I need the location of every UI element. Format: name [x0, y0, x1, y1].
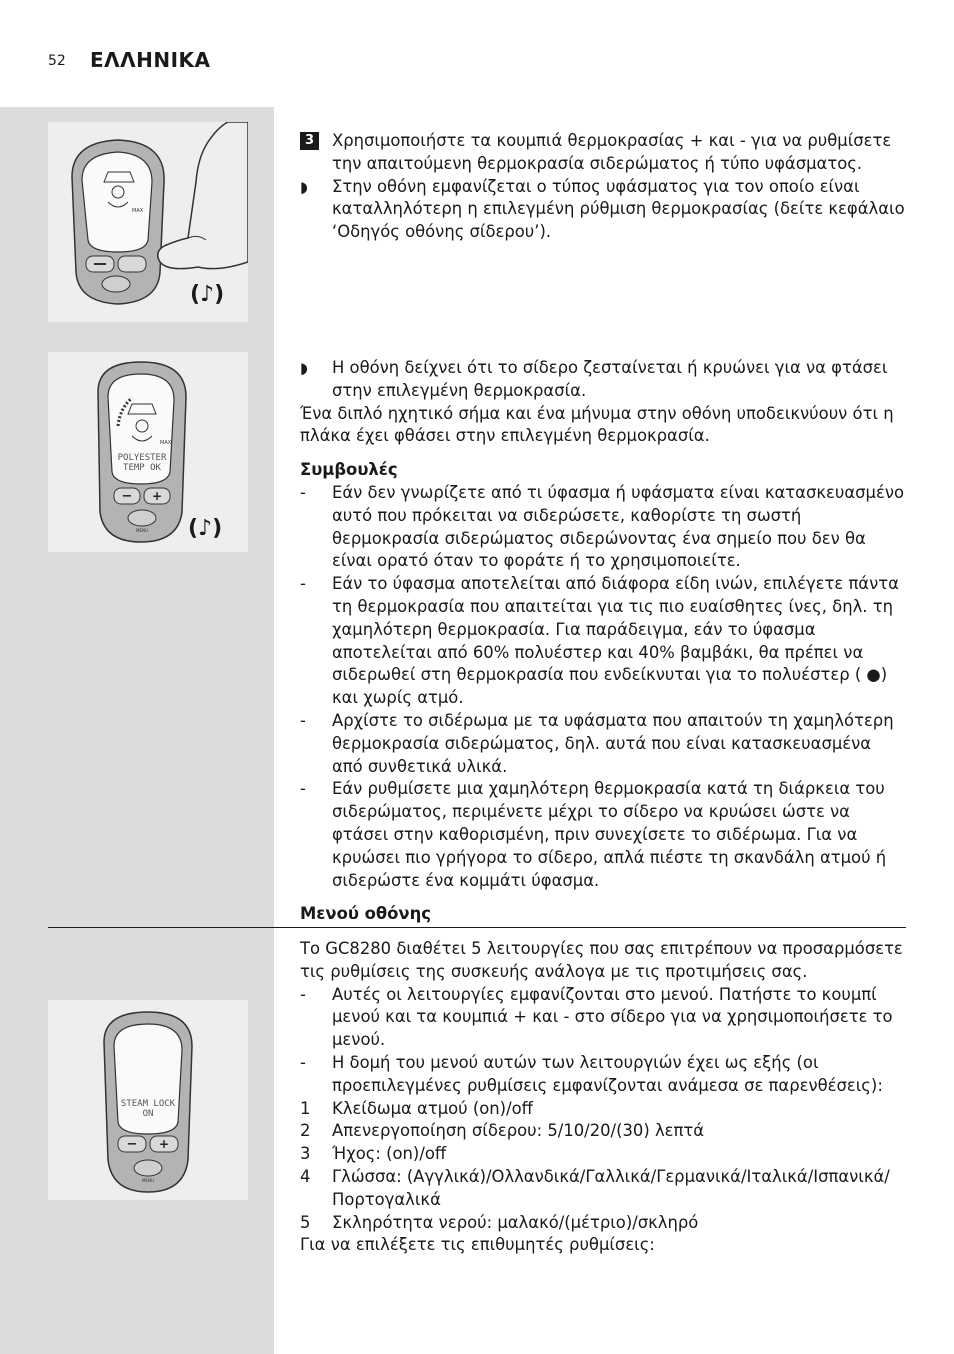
result-text: Στην οθόνη εμφανίζεται ο τύπος υφάσματος για τον οποίο είναι καταλληλότερη η επιλεγμένη ρύθμιση θερμοκρασίας (δείτε κεφάλαιο ‘Οδηγός οθόνης σίδερου’). [332, 176, 905, 242]
menu-label: MENU [136, 528, 148, 533]
dash-marker: - [300, 574, 306, 594]
menu-numbered-item [300, 1212, 906, 1235]
tip-text: Εάν ρυθμίσετε μια χαμηλότερη θερμοκρασία κατά τη διάρκεια του σιδερώματος, περιμένετε μέχρι το σίδερο να κρυώσει ώστε να φτάσει στην καθορισμένη, πριν συνεχίσετε το σιδέρωμα. Για να κρυώσει πιο γρήγορα το σίδερο, απλά πιέστε τη σκανδάλη ατμού ή σιδερώστε ένα κομμάτι ύφασμα. [332, 779, 887, 890]
tip-item [300, 710, 906, 778]
menu-intro: Το GC8280 διαθέτει 5 λειτουργίες που σας επιτρέπουν να προσαρμόσετε τις ρυθμίσεις της συσκευής ανάλογα με τις προτιμήσεις σας. [300, 939, 903, 981]
menu-dash-text: Η δομή του μενού αυτών των λειτουργιών έχει ως εξής (οι προεπιλεγμένες ρυθμίσεις εμφανίζονται ανάμεσα σε παρενθέσεις): [332, 1052, 883, 1095]
item-text: Ήχος: (on)/off [332, 1144, 447, 1164]
item-text: Απενεργοποίηση σίδερου: 5/10/20/(30) λεπτά [332, 1121, 705, 1141]
tip-text: Αρχίστε το σιδέρωμα με τα υφάσματα που απαιτούν τη χαμηλότερη θερμοκρασία σιδερώματος, δηλ. αυτά που είναι κατασκευασμένα από συνθετικά υλικά. [332, 710, 894, 776]
minus-label: − [126, 1137, 138, 1152]
menu-closing: Για να επιλέξετε τις επιθυμητές ρυθμίσεις: [300, 1235, 655, 1255]
item-text: Σκληρότητα νερού: μαλακό/(μέτριο)/σκληρό [332, 1212, 699, 1232]
info-paragraph: Ένα διπλό ηχητικό σήμα και ένα μήνυμα στην οθόνη υποδεικνύουν ότι η πλάκα έχει φθάσει στην επιλεγμένη θερμοκρασία. [300, 403, 894, 446]
menu-dash-item [300, 1052, 906, 1098]
item-text: Γλώσσα: (Αγγλικά)/Ολλανδικά/Γαλλικά/Γερμανικά/Ιταλικά/Ισπανικά/Πορτογαλικά [332, 1166, 890, 1209]
dash-marker: - [300, 1052, 306, 1072]
tip-item [300, 482, 906, 573]
tips-heading: Συμβουλές [300, 460, 398, 480]
result-text: Η οθόνη δείχνει ότι το σίδερο ζεσταίνεται ή κρυώνει για να φτάσει στην επιλεγμένη θερμοκρασία. [332, 358, 888, 400]
menu-button [134, 1160, 162, 1176]
page-number: 52 [48, 53, 66, 69]
result-arrow-icon: ◗ [300, 359, 308, 377]
menu-numbered-item [300, 1098, 906, 1121]
item-number: 5 [300, 1212, 311, 1232]
tip-item [300, 573, 906, 710]
item-number: 4 [300, 1166, 311, 1186]
figure-iron-temperature-buttons [48, 122, 248, 322]
dash-marker: - [300, 984, 306, 1004]
result-item [300, 357, 906, 403]
section-divider [48, 927, 906, 928]
section-heating [300, 357, 906, 892]
menu-heading: Μενού οθόνης [300, 904, 431, 923]
svg-text:MAX: MAX [132, 208, 144, 214]
figure-iron-display-temp-ok [48, 352, 248, 552]
iron-display-illustration [48, 1000, 248, 1200]
minus-label: − [121, 489, 133, 504]
display-text-line1: STEAM LOCK [120, 1099, 176, 1109]
result-arrow-icon: ◗ [300, 177, 308, 196]
step-number-badge: 3 [300, 132, 319, 150]
item-number: 3 [300, 1144, 311, 1164]
menu-numbered-item [300, 1120, 906, 1143]
tip-text: Εάν δεν γνωρίζετε από τι ύφασμα ή υφάσματα είναι κατασκευασμένο αυτό που πρόκειται να σιδερώσετε, καθορίστε τη σωστή θερμοκρασία σιδερώματος σιδερώνοντας ένα σημείο που δεν θα είναι ορατό όταν το φοράτε ή το χρησιμοποιείτε. [332, 482, 905, 571]
menu-dash-text: Αυτές οι λειτουργίες εμφανίζονται στο μενού. Πατήστε το κουμπί μενού και τα κουμπιά + και - στο σίδερο για να χρησιμοποιήσετε το μενού. [332, 984, 893, 1050]
display-text-line2: ON [142, 1109, 154, 1119]
sound-icon: (♪) [188, 516, 223, 541]
plus-label: + [151, 489, 163, 503]
step-text: Χρησιμοποιήστε τα κουμπιά θερμοκρασίας + και - για να ρυθμίσετε την απαιτούμενη θερμοκρασία σιδερώματος ή τύπο υφάσματος. [332, 131, 892, 173]
display-text-line1: POLYESTER [117, 453, 167, 463]
section-step-3 [300, 130, 906, 244]
menu-dash-item [300, 984, 906, 1052]
tip-text: Εάν το ύφασμα αποτελείται από διάφορα είδη ινών, επιλέγετε πάντα τη θερμοκρασία που απαιτείται για τις πιο ευαίσθητες ίνες, δηλ. τη χαμηλότερη θερμοκρασία. Για παράδειγμα, εάν το ύφασμα αποτελείται από 60% πολυέστερ και 40% βαμβάκι, θα πρέπει να σιδερωθεί στη θερμοκρασία που ενδείκνυται για το πολυέστερ ( ●) και χωρίς ατμό. [332, 574, 899, 708]
dash-marker: - [300, 779, 306, 799]
sound-icon: (♪) [190, 282, 225, 307]
item-text: Κλείδωμα ατμού (on)/off [332, 1098, 533, 1118]
menu-numbered-item [300, 1166, 906, 1212]
dash-marker: - [300, 482, 306, 502]
menu-numbered-item [300, 1143, 906, 1166]
section-menu [300, 938, 906, 1257]
plus-label: + [158, 1137, 170, 1151]
step-item [300, 130, 906, 176]
item-number: 2 [300, 1121, 311, 1141]
max-label: MAX [160, 440, 172, 446]
language-heading: ΕΛΛΗΝΙΚΑ [90, 48, 211, 72]
tip-item [300, 778, 906, 892]
menu-label: MENU [142, 1178, 154, 1183]
dash-marker: - [300, 710, 306, 730]
display-text-line2: TEMP OK [123, 463, 161, 473]
result-item [300, 176, 906, 244]
menu-button [128, 510, 156, 526]
figure-iron-display-steam-lock [48, 1000, 248, 1200]
item-number: 1 [300, 1098, 311, 1118]
